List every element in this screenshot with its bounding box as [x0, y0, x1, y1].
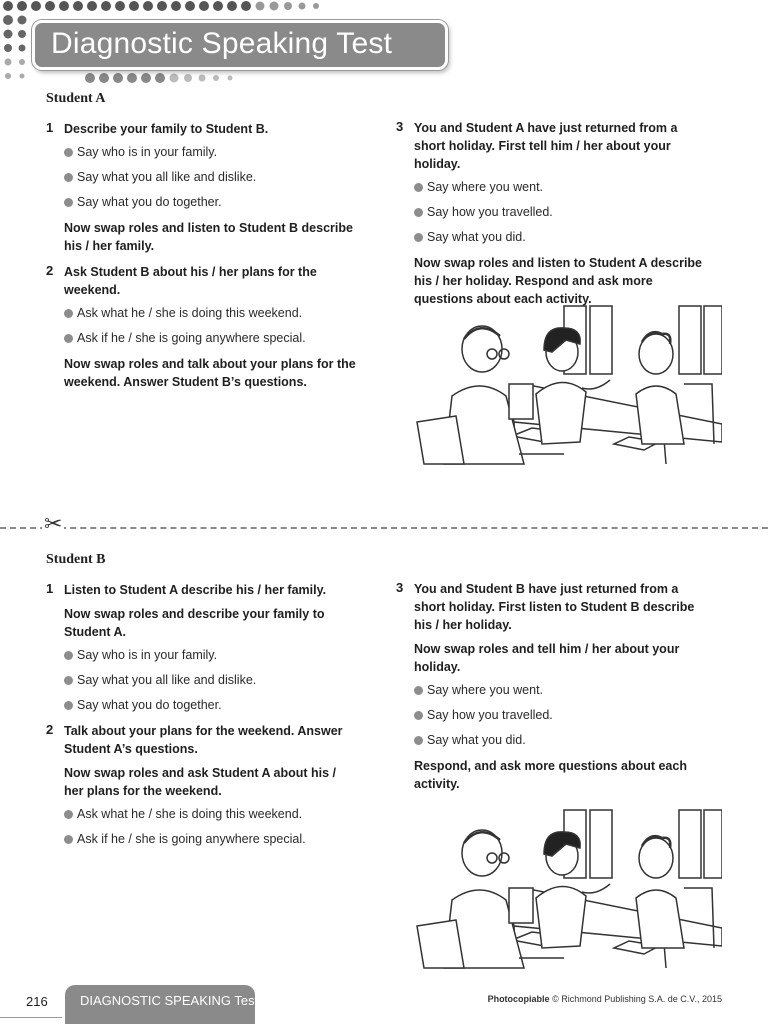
task-number: 1	[46, 120, 54, 135]
bullet-icon	[64, 198, 73, 207]
student-a-task-3	[396, 119, 706, 308]
page-number: 216	[26, 994, 48, 1009]
bullet-icon	[414, 686, 423, 695]
photocopiable-label: Photocopiable	[487, 994, 550, 1004]
task-closing: Respond, and ask more questions about each activity.	[414, 759, 687, 791]
student-a-task-2	[46, 263, 356, 391]
bullet-icon	[64, 173, 73, 182]
student-a-task-1	[46, 120, 356, 255]
task-bullet: Say what you did.	[414, 732, 706, 749]
copyright-notice	[488, 994, 722, 1004]
task-number: 3	[396, 580, 404, 595]
task-followup: Now swap roles and describe your family to Student A.	[64, 607, 325, 639]
task-bullet: Ask if he / she is going anywhere special.	[64, 330, 356, 347]
student-b-heading: Student B	[46, 552, 106, 567]
students-conversation-illustration	[414, 808, 722, 970]
task-number: 2	[46, 722, 54, 737]
task-instruction: Listen to Student A describe his / her family.	[64, 583, 327, 597]
student-b-task-2	[46, 722, 356, 848]
task-instruction: Ask Student B about his / her plans for the weekend.	[64, 265, 317, 297]
student-a-left-column	[46, 120, 356, 399]
student-a-right-column	[396, 119, 706, 316]
task-bullet: Ask what he / she is doing this weekend.	[64, 806, 356, 823]
task-followup: Now swap roles and talk about your plans for the weekend. Answer Student B’s questions.	[64, 357, 356, 389]
task-bullet: Say where you went.	[414, 179, 706, 196]
bullet-icon	[64, 309, 73, 318]
task-instruction: You and Student B have just returned from a short holiday. First listen to Student B describe his / her holiday.	[414, 582, 695, 632]
bullet-icon	[414, 711, 423, 720]
task-bullet: Ask if he / she is going anywhere special.	[64, 831, 356, 848]
bullet-icon	[414, 208, 423, 217]
scissors-icon: ✂	[44, 511, 63, 536]
task-instruction: Talk about your plans for the weekend. Answer Student A’s questions.	[64, 724, 343, 756]
title-banner	[32, 20, 448, 70]
bullet-icon	[64, 651, 73, 660]
task-number: 3	[396, 119, 404, 134]
bullet-icon	[64, 676, 73, 685]
footer-section-label: DIAGNOSTIC SPEAKING Test	[80, 993, 259, 1008]
bullet-icon	[414, 736, 423, 745]
task-bullet: Say how you travelled.	[414, 707, 706, 724]
task-bullet: Say who is in your family.	[64, 647, 356, 664]
task-followup: Now swap roles and tell him / her about your holiday.	[414, 642, 680, 674]
student-b-left-column	[46, 581, 356, 856]
bullet-icon	[414, 183, 423, 192]
bullet-icon	[64, 810, 73, 819]
page-title: Diagnostic Speaking Test	[51, 27, 393, 60]
cut-dashed-line	[0, 527, 768, 529]
task-bullet: Say who is in your family.	[64, 144, 356, 161]
task-instruction: You and Student A have just returned from a short holiday. First tell him / her about your holiday.	[414, 121, 678, 171]
task-bullet: Say what you did.	[414, 229, 706, 246]
task-bullet: Say where you went.	[414, 682, 706, 699]
task-instruction: Describe your family to Student B.	[64, 122, 269, 136]
task-followup: Now swap roles and ask Student A about his / her plans for the weekend.	[64, 766, 337, 798]
task-bullet: Say what you all like and dislike.	[64, 169, 356, 186]
task-bullet: Say how you travelled.	[414, 204, 706, 221]
copyright-text: © Richmond Publishing S.A. de C.V., 2015	[552, 994, 722, 1004]
task-bullet: Ask what he / she is doing this weekend.	[64, 305, 356, 322]
students-conversation-illustration	[414, 304, 722, 466]
task-bullet: Say what you do together.	[64, 697, 356, 714]
student-b-task-1	[46, 581, 356, 714]
task-followup: Now swap roles and listen to Student B describe his / her family.	[64, 221, 353, 253]
task-followup: Now swap roles and listen to Student A describe his / her holiday. Respond and ask more questions about each activity.	[414, 256, 703, 306]
student-a-heading: Student A	[46, 91, 106, 106]
task-number: 2	[46, 263, 54, 278]
bullet-icon	[64, 148, 73, 157]
footer-section-tab	[65, 985, 259, 1024]
bullet-icon	[64, 701, 73, 710]
bullet-icon	[64, 835, 73, 844]
task-number: 1	[46, 581, 54, 596]
footer-divider	[0, 1017, 62, 1018]
bullet-icon	[414, 233, 423, 242]
task-bullet: Say what you all like and dislike.	[64, 672, 356, 689]
task-bullet: Say what you do together.	[64, 194, 356, 211]
bullet-icon	[64, 334, 73, 343]
student-b-right-column	[396, 580, 706, 801]
student-b-task-3	[396, 580, 706, 793]
